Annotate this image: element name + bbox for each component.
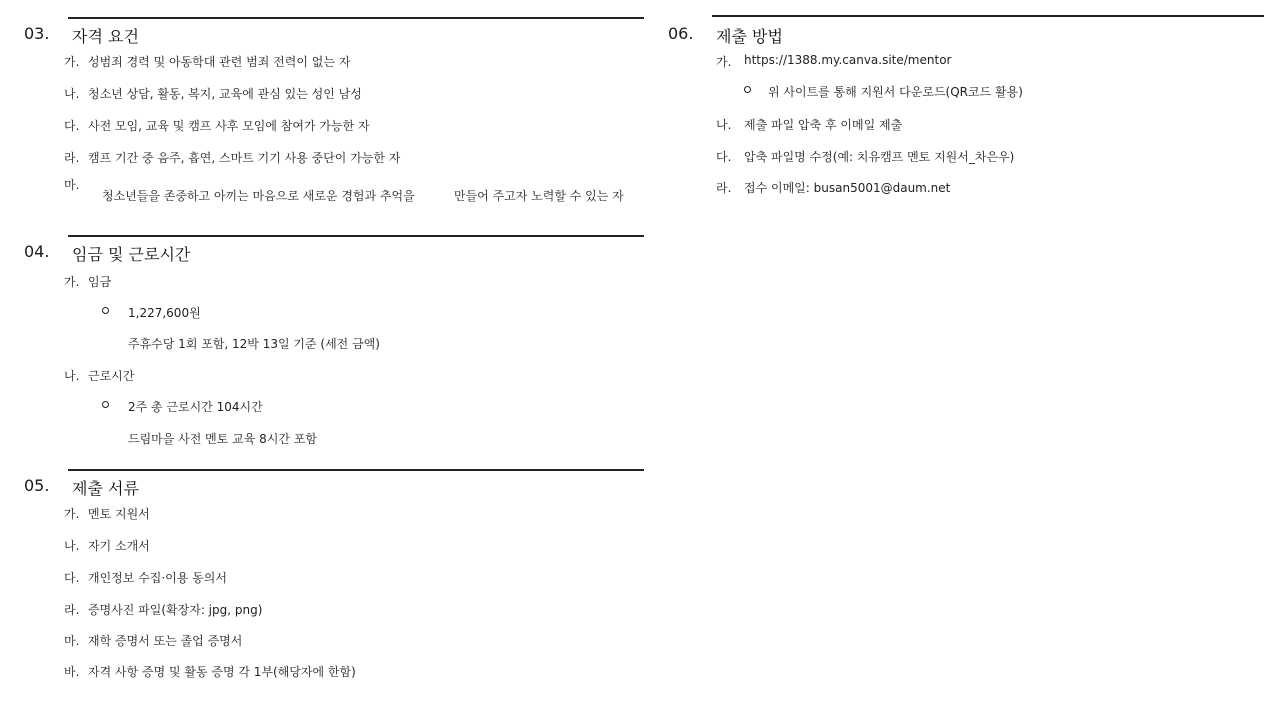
list-marker: 가.	[64, 507, 80, 521]
hours-total: 2주 총 근로시간 104시간	[128, 400, 263, 414]
list-marker: 나.	[64, 369, 80, 383]
list-text: 사전 모임, 교육 및 캠프 사후 모임에 참여가 가능한 자	[88, 119, 370, 133]
wage-amount: 1,227,600원	[128, 306, 201, 320]
section-divider	[68, 469, 644, 471]
list-text: 임금	[88, 275, 112, 289]
list-marker: 가.	[716, 55, 732, 69]
list-text: 자기 소개서	[88, 539, 150, 553]
list-marker: 라.	[716, 181, 732, 195]
list-marker: 다.	[716, 150, 732, 164]
section-number: 03.	[24, 24, 50, 43]
contact-email: 접수 이메일: busan5001@daum.net	[744, 181, 951, 195]
list-marker: 바.	[64, 665, 80, 679]
circle-bullet-icon	[102, 401, 109, 408]
circle-bullet-icon	[744, 86, 751, 93]
list-marker: 마.	[64, 634, 80, 648]
list-text: 제출 파일 압축 후 이메일 제출	[744, 118, 903, 132]
list-text: 압축 파일명 수정(예: 치유캠프 멘토 지원서_차은우)	[744, 150, 1015, 164]
list-marker: 다.	[64, 571, 80, 585]
list-marker: 나.	[64, 87, 80, 101]
list-text: 캠프 기간 중 음주, 흡연, 스마트 기기 사용 중단이 가능한 자	[88, 151, 401, 165]
list-marker: 가.	[64, 275, 80, 289]
list-text: 청소년들을 존중하고 아끼는 마음으로 새로운 경험과 추억을	[102, 189, 415, 203]
section-title: 자격 요건	[72, 27, 139, 46]
list-marker: 다.	[64, 119, 80, 133]
list-text: 근로시간	[88, 369, 135, 383]
section-divider	[712, 15, 1264, 17]
list-text: 위 사이트를 통해 지원서 다운로드(QR코드 활용)	[768, 85, 1023, 99]
list-text: 증명사진 파일(확장자: jpg, png)	[88, 603, 263, 617]
list-marker: 나.	[716, 118, 732, 132]
list-text: 개인정보 수집·이용 동의서	[88, 571, 227, 585]
section-wage-hours	[24, 238, 644, 448]
list-text: 자격 사항 증명 및 활동 증명 각 1부(해당자에 한함)	[88, 665, 356, 679]
list-text: 성범죄 경력 및 아동학대 관련 범죄 전력이 없는 자	[88, 55, 351, 69]
mentor-site-url: https://1388.my.canva.site/mentor	[744, 53, 952, 67]
wage-note: 주휴수당 1회 포함, 12박 13일 기준 (세전 금액)	[128, 337, 380, 351]
section-title: 제출 방법	[716, 27, 783, 46]
list-text: 멘토 지원서	[88, 507, 150, 521]
list-marker: 가.	[64, 55, 80, 69]
section-title: 임금 및 근로시간	[72, 245, 191, 264]
section-divider	[68, 235, 644, 237]
list-marker: 라.	[64, 151, 80, 165]
hours-note: 드림마을 사전 멘토 교육 8시간 포함	[128, 432, 317, 446]
list-text-continued: 만들어 주고자 노력할 수 있는 자	[454, 189, 624, 203]
list-text: 재학 증명서 또는 졸업 증명서	[88, 634, 243, 648]
list-text: 청소년 상담, 활동, 복지, 교육에 관심 있는 성인 남성	[88, 87, 362, 101]
section-title: 제출 서류	[72, 479, 139, 498]
list-marker: 라.	[64, 603, 80, 617]
section-documents	[24, 472, 644, 692]
list-marker: 나.	[64, 539, 80, 553]
section-divider	[68, 17, 644, 19]
section-number: 05.	[24, 476, 50, 495]
section-submission-method	[668, 20, 1268, 200]
circle-bullet-icon	[102, 307, 109, 314]
list-marker: 마.	[64, 178, 80, 192]
section-number: 06.	[668, 24, 694, 43]
section-number: 04.	[24, 242, 50, 261]
section-qualifications	[24, 20, 644, 220]
